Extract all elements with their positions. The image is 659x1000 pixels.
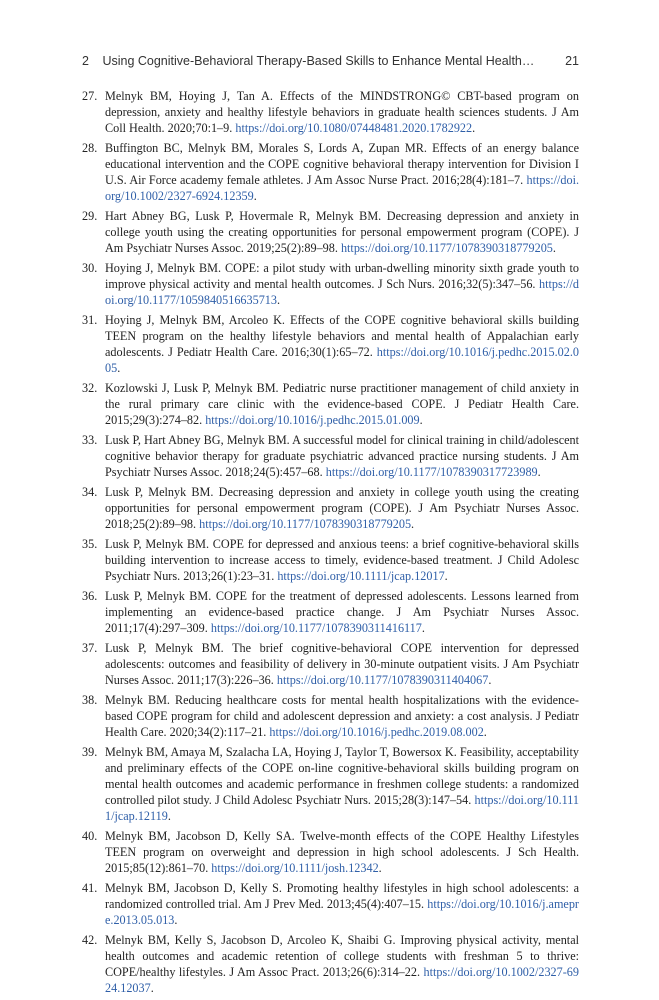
doi-link[interactable]: https://doi.org/10.1016/j.pedhc.2015.01.009	[205, 413, 420, 427]
reference-text: Lusk P, Melnyk BM. COPE for depressed and anxious teens: a brief cognitive-behavioral skills building intervention to increase access to timely, evidence-based treatment. J Child Adolesc Psychiatr Nurs. 2013;26(1):23–31.	[105, 537, 579, 583]
doi-link[interactable]: https://doi.org/10.1177/1078390317723989	[325, 465, 538, 479]
running-head	[82, 54, 579, 68]
reference-text: Lusk P, Melnyk BM. The brief cognitive-behavioral COPE intervention for depressed adolescents: outcomes and feasibility of delivery in 30-minute outpatient visits. J Am Psychiatr Nurses Assoc. 2011;17(3):226–36.	[105, 641, 579, 687]
reference-end-punctuation: .	[167, 809, 171, 823]
reference-number: 40.	[82, 829, 98, 843]
reference-number: 27.	[82, 89, 98, 103]
doi-link[interactable]: https://doi.org/10.1016/j.amepre.2013.05.013	[105, 897, 579, 927]
reference-end-punctuation: .	[378, 861, 382, 875]
reference-end-punctuation: .	[253, 189, 257, 203]
reference-end-punctuation: .	[174, 913, 178, 927]
reference-end-punctuation: .	[419, 413, 423, 427]
reference-item	[82, 380, 579, 428]
reference-item	[82, 88, 579, 136]
doi-link[interactable]: https://doi.org/10.1177/1078390318779205	[199, 517, 412, 531]
doi-link[interactable]: https://doi.org/10.1177/1078390311404067	[276, 673, 489, 687]
reference-end-punctuation: .	[411, 517, 415, 531]
reference-item	[82, 932, 579, 996]
doi-link[interactable]: https://doi.org/10.1016/j.pedhc.2019.08.002	[269, 725, 484, 739]
reference-item	[82, 588, 579, 636]
reference-number: 35.	[82, 537, 98, 551]
doi-link[interactable]: https://doi.org/10.1002/2327-6924.12037	[105, 965, 579, 995]
chapter-number: 2	[82, 54, 89, 68]
doi-link[interactable]: https://doi.org/10.1177/1078390311416117	[210, 621, 422, 635]
reference-number: 32.	[82, 381, 98, 395]
reference-text: Melnyk BM, Amaya M, Szalacha LA, Hoying J, Taylor T, Bowersox K. Feasibility, acceptability and preliminary effects of the COPE on-line cognitive-behavioral skills building program on mental health outcomes and academic performance in freshmen college students: a randomized controlled pilot study. J Child Adolesc Psychiatr Nurs. 2015;28(3):147–54.	[105, 745, 579, 807]
doi-link[interactable]: https://doi.org/10.1177/1059840516635713	[105, 277, 579, 307]
reference-number: 38.	[82, 693, 98, 707]
reference-number: 33.	[82, 433, 98, 447]
reference-number: 34.	[82, 485, 98, 499]
reference-item	[82, 432, 579, 480]
reference-number: 42.	[82, 933, 98, 947]
chapter-title: Using Cognitive-Behavioral Therapy-Based Skills to Enhance Mental Health…	[102, 54, 535, 68]
reference-item	[82, 260, 579, 308]
chapter-heading	[82, 54, 534, 68]
reference-text: Melnyk BM, Jacobson D, Kelly S. Promoting healthy lifestyles in high school adolescents: a randomized controlled trial. Am J Prev Med. 2013;45(4):407–15.	[105, 881, 579, 911]
reference-end-punctuation: .	[472, 121, 476, 135]
reference-number: 28.	[82, 141, 98, 155]
reference-text: Kozlowski J, Lusk P, Melnyk BM. Pediatric nurse practitioner management of child anxiety in the rural primary care clinic with the evidence-based COPE. J Pediatr Health Care. 2015;29(3):274–82.	[105, 381, 579, 427]
reference-text: Lusk P, Melnyk BM. Decreasing depression and anxiety in college youth using the creating opportunities for personal empowerment program (COPE). J Am Psychiatr Nurses Assoc. 2018;25(2):89–98.	[105, 485, 579, 531]
reference-number: 41.	[82, 881, 98, 895]
reference-end-punctuation: .	[150, 981, 154, 995]
doi-link[interactable]: https://doi.org/10.1080/07448481.2020.1782922	[235, 121, 473, 135]
reference-item	[82, 484, 579, 532]
reference-text: Buffington BC, Melnyk BM, Morales S, Lords A, Zupan MR. Effects of an energy balance educational intervention and the COPE cognitive behavioral therapy intervention for Division I U.S. Air Force academy female athletes. J Am Assoc Nurse Pract. 2016;28(4):181–7.	[105, 141, 579, 187]
page-number: 21	[565, 54, 579, 68]
reference-number: 29.	[82, 209, 98, 223]
reference-end-punctuation: .	[276, 293, 281, 307]
doi-link[interactable]: https://doi.org/10.1111/jcap.12017	[277, 569, 445, 583]
reference-end-punctuation: .	[537, 465, 541, 479]
reference-text: Hoying J, Melnyk BM. COPE: a pilot study with urban-dwelling minority sixth grade youth to improve physical activity and mental health outcomes. J Sch Nurs. 2016;32(5):347–56.	[105, 261, 579, 291]
reference-item	[82, 140, 579, 204]
reference-text: Melnyk BM, Jacobson D, Kelly SA. Twelve-month effects of the COPE Healthy Lifestyles TEEN program on overweight and depression in high school adolescents. J Sch Health. 2015;85(12):861–70.	[105, 829, 579, 875]
reference-text: Lusk P, Hart Abney BG, Melnyk BM. A successful model for clinical training in child/adolescent cognitive behavior therapy for graduate psychiatric advanced practice nursing students. J Am Psychiatr Nurses Assoc. 2018;24(5):457–68.	[105, 433, 579, 479]
reference-item	[82, 880, 579, 928]
doi-link[interactable]: https://doi.org/10.1177/1078390318779205	[340, 241, 553, 255]
reference-item	[82, 692, 579, 740]
doi-link[interactable]: https://doi.org/10.1016/j.pedhc.2015.02.005	[105, 345, 579, 375]
reference-text: Melnyk BM, Kelly S, Jacobson D, Arcoleo K, Shaibi G. Improving physical activity, mental health outcomes and academic retention of college students with freshman 5 to thrive: COPE/healthy lifestyles. J Am Assoc Pract. 2013;26(6):314–22.	[105, 933, 579, 979]
reference-text: Lusk P, Melnyk BM. COPE for the treatment of depressed adolescents. Lessons learned from implementing an evidence-based practice change. J Am Psychiatr Nurses Assoc. 2011;17(4):297–309.	[105, 589, 579, 635]
reference-text: Melnyk BM, Hoying J, Tan A. Effects of the MINDSTRONG© CBT-based program on depression, anxiety and healthy lifestyle behaviors in graduate health sciences students. J Am Coll Health. 2020;70:1–9.	[105, 89, 579, 135]
reference-list	[82, 88, 579, 1000]
reference-end-punctuation: .	[117, 361, 121, 375]
reference-end-punctuation: .	[552, 241, 556, 255]
reference-end-punctuation: .	[444, 569, 448, 583]
reference-item	[82, 312, 579, 376]
reference-end-punctuation: .	[421, 621, 425, 635]
reference-number: 30.	[82, 261, 98, 275]
reference-text: Hart Abney BG, Lusk P, Hovermale R, Melnyk BM. Decreasing depression and anxiety in college youth using the creating opportunities for personal empowerment program (COPE). J Am Psychiatr Nurses Assoc. 2019;25(2):89–98.	[105, 209, 579, 255]
reference-text: Melnyk BM. Reducing healthcare costs for mental health hospitalizations with the evidence-based COPE program for child and adolescent depression and anxiety: a cost analysis. J Pediatr Health Care. 2020;34(2):117–21.	[105, 693, 579, 739]
reference-end-punctuation: .	[483, 725, 487, 739]
reference-number: 39.	[82, 745, 98, 759]
reference-number: 37.	[82, 641, 98, 655]
doi-link[interactable]: https://doi.org/10.1002/2327-6924.12359	[105, 173, 579, 203]
doi-link[interactable]: https://doi.org/10.1111/josh.12342	[211, 861, 379, 875]
reference-item	[82, 536, 579, 584]
reference-number: 31.	[82, 313, 98, 327]
reference-end-punctuation: .	[488, 673, 492, 687]
reference-text: Hoying J, Melnyk BM, Arcoleo K. Effects of the COPE cognitive behavioral skills building TEEN program on the healthy lifestyle behaviors and mental health of Appalachian early adolescents. J Pediatr Health Care. 2016;30(1):65–72.	[105, 313, 579, 359]
reference-item	[82, 208, 579, 256]
reference-number: 36.	[82, 589, 98, 603]
reference-item	[82, 828, 579, 876]
reference-item	[82, 640, 579, 688]
doi-link[interactable]: https://doi.org/10.1111/jcap.12119	[105, 793, 579, 823]
reference-item	[82, 744, 579, 824]
